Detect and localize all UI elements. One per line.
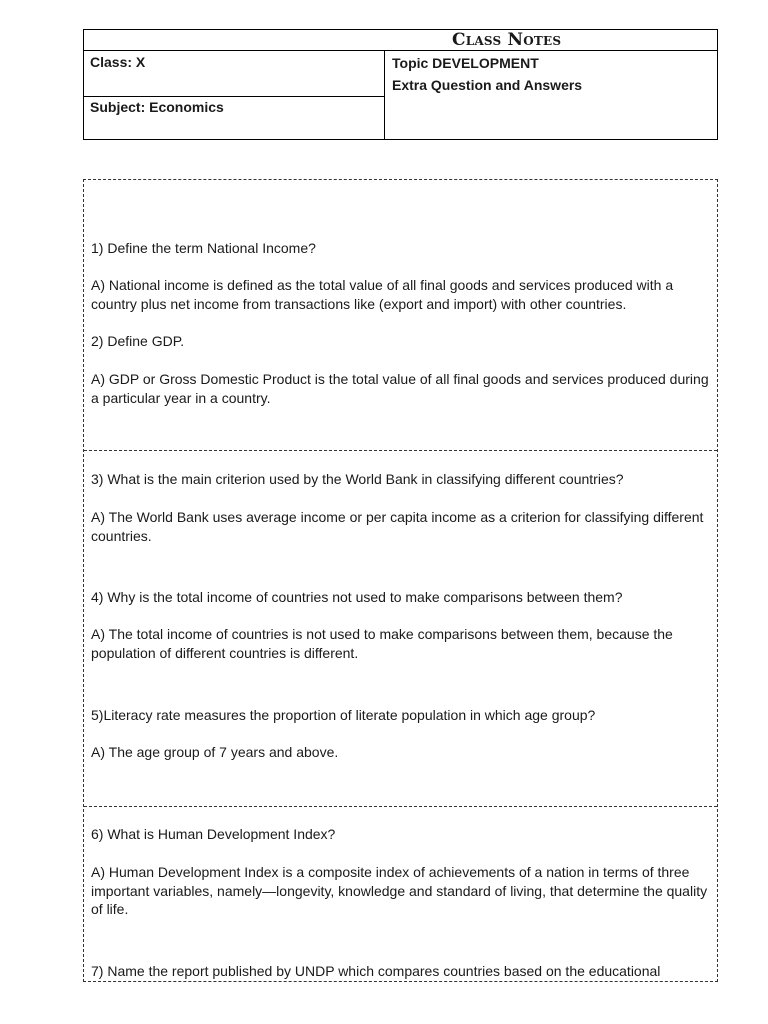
answer-3: A) The World Bank uses average income or per capita income as a criterion for classifying different countries. bbox=[91, 509, 704, 544]
answer-6: A) Human Development Index is a composite index of achievements of a nation in terms of three important variables, namely—longevity, knowledge and standard of living, that determine the quality of life. bbox=[91, 864, 708, 917]
question-3: 3) What is the main criterion used by the World Bank in classifying different countries? bbox=[91, 471, 624, 487]
subject-label: Subject: Economics bbox=[90, 99, 224, 115]
question-5: 5)Literacy rate measures the proportion of literate population in which age group? bbox=[91, 707, 596, 723]
subject-cell bbox=[84, 97, 385, 139]
answer-4: A) The total income of countries is not used to make comparisons between them, because the population of different countries is different. bbox=[91, 626, 673, 661]
class-label: Class: X bbox=[90, 54, 146, 70]
question-1: 1) Define the term National Income? bbox=[91, 240, 316, 256]
class-cell bbox=[84, 51, 385, 97]
question-6: 6) What is Human Development Index? bbox=[91, 826, 336, 842]
section-divider bbox=[84, 450, 717, 451]
answer-5: A) The age group of 7 years and above. bbox=[91, 744, 339, 760]
question-4: 4) Why is the total income of countries not used to make comparisons between them? bbox=[91, 589, 623, 605]
section-divider bbox=[84, 806, 717, 807]
question-7: 7) Name the report published by UNDP which compares countries based on the educational bbox=[91, 963, 661, 979]
topic-subtitle: Extra Question and Answers bbox=[392, 77, 583, 93]
topic-label: Topic DEVELOPMENT bbox=[392, 55, 539, 71]
question-2: 2) Define GDP. bbox=[91, 333, 185, 349]
qa-box bbox=[83, 179, 718, 982]
header-table bbox=[83, 29, 718, 140]
answer-1: A) National income is defined as the total value of all final goods and services produced with a country plus net income from transactions like (export and import) with other countries. bbox=[91, 277, 674, 312]
page-title: Class Notes bbox=[452, 30, 562, 50]
topic-cell bbox=[385, 51, 717, 139]
header-title-row bbox=[84, 30, 717, 51]
answer-2: A) GDP or Gross Domestic Product is the total value of all final goods and services produced during a particular year in a country. bbox=[91, 371, 709, 406]
